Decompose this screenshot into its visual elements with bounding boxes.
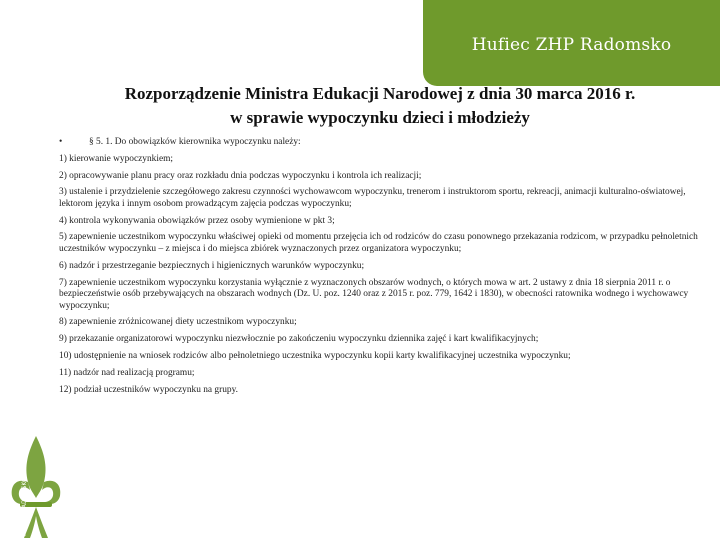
- logo-text: HUFIEC RADOMSKO: [21, 477, 28, 536]
- list-item: 1) kierowanie wypoczynkiem;: [59, 153, 174, 164]
- list-item: 11) nadzór nad realizacją programu;: [59, 367, 195, 378]
- bullet-icon: •: [59, 137, 63, 147]
- lead-text: § 5. 1. Do obowiązków kierownika wypoczynku należy:: [89, 137, 301, 147]
- list-item: 2) opracowywanie planu pracy oraz rozkładu dnia podczas wypoczynku i kontrola ich realizacji;: [59, 170, 422, 181]
- list-item: 8) zapewnienie zróżnicowanej diety uczestnikom wypoczynku;: [59, 317, 297, 328]
- title-line-2: w sprawie wypoczynku dzieci i młodzieży: [230, 108, 530, 127]
- list-item: 12) podział uczestników wypoczynku na grupy.: [59, 384, 239, 395]
- hufiec-logo-icon: [6, 432, 66, 540]
- org-name: Hufiec ZHP Radomsko: [471, 35, 672, 55]
- title-line-1: Rozporządzenie Ministra Edukacji Narodowej z dnia 30 marca 2016 r.: [124, 84, 636, 103]
- document-body: [59, 137, 699, 401]
- list-item: 6) nadzór i przestrzeganie bezpiecznych i higienicznych warunków wypoczynku;: [59, 260, 365, 271]
- list-item: 10) udostępnienie na wniosek rodziców albo pełnoletniego uczestnika wypoczynku kopii karty kwalifikacyjnej uczestnika wypoczynku;: [59, 350, 571, 361]
- list-item: 4) kontrola wykonywania obowiązków przez osoby wymienione w pkt 3;: [59, 215, 335, 226]
- lead-paragraph: [59, 137, 699, 149]
- list-item: 5) zapewnienie uczestnikom wypoczynku właściwej opieki od momentu przejęcia ich od rodziców do czasu ponownego przekazania rodzicom, w przypadku pełnoletnich uczestników wypoczynku – z miejsca i do miejsca zbiórek wyznaczonych przez organizatora wypoczynku;: [59, 232, 698, 254]
- list-item: 9) przekazanie organizatorowi wypoczynku niezwłocznie po zakończeniu wypoczynku dziennika zajęć i kart kwalifikacyjnych;: [59, 334, 539, 345]
- list-item: 3) ustalenie i przydzielenie szczegółowego zakresu czynności wychowawcom wypoczynku, trenerom i instruktorom sportu, rekreacji, animacji kulturalno-oświatowej, lektorom języka i innym osobom prowadzącym zajęcia podczas wypoczynku;: [59, 187, 686, 209]
- page-title: [40, 82, 720, 130]
- list-item: 7) zapewnienie uczestnikom wypoczynku korzystania wyłącznie z wyznaczonych obszarów wodnych, o których mowa w art. 2 ustawy z dnia 18 sierpnia 2011 r. o bezpieczeństwie osób przebywających na obszarach wodnych (Dz. U. poz. 1240 oraz z 2015 r. poz. 779, 1642 i 1830), w obecności ratownika wodnego i wychowawcy wypoczynku;: [59, 277, 689, 311]
- header-banner: [423, 0, 720, 86]
